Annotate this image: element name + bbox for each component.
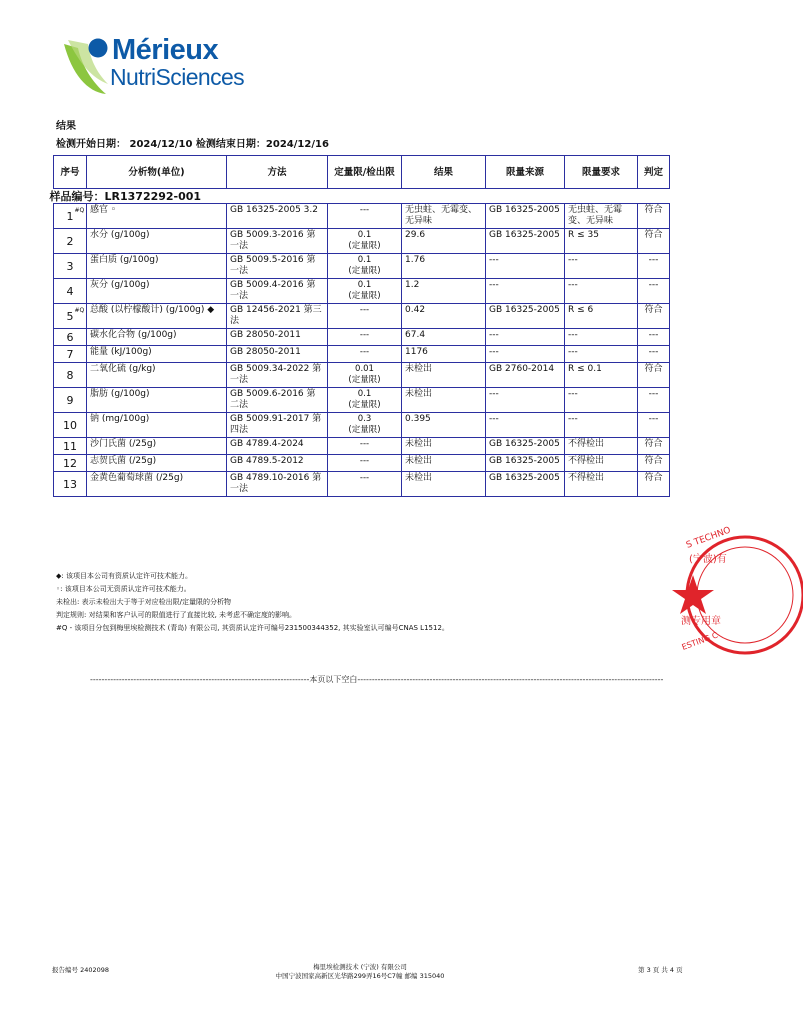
limit-value: 0.3	[357, 414, 372, 424]
row-number-value: 1	[66, 209, 74, 223]
result-cell: 未检出	[402, 438, 486, 455]
limit-cell	[328, 472, 402, 497]
row-number	[54, 438, 87, 455]
analyte-cell: 灰分 (g/100g)	[87, 279, 227, 304]
verdict-cell: 符合	[638, 363, 670, 388]
limit-cell	[328, 304, 402, 329]
limit-requirement-cell: R ≤ 6	[565, 304, 638, 329]
limit-type: (定量限)	[348, 400, 381, 410]
verdict-cell: 符合	[638, 204, 670, 229]
row-number	[54, 388, 87, 413]
limit-requirement-cell: 不得检出	[565, 455, 638, 472]
table-row	[54, 229, 670, 254]
analyte-cell: 蛋白质 (g/100g)	[87, 254, 227, 279]
result-cell: 未检出	[402, 388, 486, 413]
method-cell: GB 5009.4-2016 第一法	[227, 279, 328, 304]
blank-notice: ----------------------------------------------------------------------------本页以下空白----------------------------------------------------------------------------------------------------------	[90, 675, 664, 684]
note-line: #Q - 该项目分包到梅里埃检测技术 (青岛) 有限公司, 其资质认定许可编号231500344352, 其实验室认可编号CNAS L1512。	[56, 624, 449, 632]
limit-value: ---	[359, 305, 370, 315]
svg-text:测专用章: 测专用章	[681, 616, 721, 627]
row-number	[54, 472, 87, 497]
row-number	[54, 204, 87, 229]
table-row	[54, 455, 670, 472]
limit-requirement-cell: ---	[565, 279, 638, 304]
limit-type: (定量限)	[348, 241, 381, 251]
method-cell: GB 4789.4-2024	[227, 438, 328, 455]
note-line: ◦: 该项目本公司无资质认定许可技术能力。	[56, 585, 191, 593]
limit-source-cell: ---	[486, 279, 565, 304]
analyte-cell: 总酸 (以柠檬酸计) (g/100g) ◆	[87, 304, 227, 329]
method-cell: GB 4789.10-2016 第一法	[227, 472, 328, 497]
column-header: 判定	[638, 156, 670, 189]
notes	[56, 570, 449, 635]
row-number-value: 5	[66, 309, 74, 323]
limit-requirement-cell: ---	[565, 329, 638, 346]
limit-source-cell: GB 16325-2005	[486, 455, 565, 472]
result-cell: 1.76	[402, 254, 486, 279]
row-number-value: 13	[63, 477, 77, 491]
method-cell: GB 28050-2011	[227, 346, 328, 363]
note-line: 判定规则: 对结果和客户认可的限值进行了直接比较, 未考虑不确定度的影响。	[56, 611, 297, 619]
table-row	[54, 438, 670, 455]
section-title: 结果	[56, 121, 76, 132]
method-cell: GB 5009.6-2016 第二法	[227, 388, 328, 413]
row-number-value: 11	[63, 439, 77, 453]
limit-type: (定量限)	[348, 291, 381, 301]
company-logo	[62, 34, 252, 96]
method-cell: GB 5009.34-2022 第一法	[227, 363, 328, 388]
table-row	[54, 254, 670, 279]
table-row	[54, 304, 670, 329]
row-number-value: 3	[66, 259, 74, 273]
method-cell: GB 5009.3-2016 第一法	[227, 229, 328, 254]
limit-source-cell: GB 2760-2014	[486, 363, 565, 388]
svg-text:(宁波)有: (宁波)有	[689, 554, 727, 565]
limit-cell	[328, 455, 402, 472]
limit-cell	[328, 363, 402, 388]
column-header: 定量限/检出限	[328, 156, 402, 189]
svg-text:ESTING C: ESTING C	[680, 630, 720, 652]
result-cell: 未检出	[402, 363, 486, 388]
subcontract-mark: #Q	[74, 207, 85, 214]
analyte-cell: 沙门氏菌 (/25g)	[87, 438, 227, 455]
limit-source-cell: GB 16325-2005	[486, 472, 565, 497]
limit-value: 0.1	[357, 280, 372, 290]
limit-cell	[328, 346, 402, 363]
row-number-value: 10	[63, 418, 77, 432]
footer-company	[0, 963, 720, 981]
result-cell: 1.2	[402, 279, 486, 304]
column-header: 方法	[227, 156, 328, 189]
limit-cell	[328, 388, 402, 413]
limit-type: (定量限)	[348, 266, 381, 276]
logo-text-nutrisciences: NutriSciences	[110, 64, 245, 90]
row-number-value: 6	[66, 330, 74, 344]
verdict-cell: ---	[638, 279, 670, 304]
limit-value: ---	[359, 330, 370, 340]
row-number-value: 8	[66, 368, 74, 382]
table-row	[54, 279, 670, 304]
row-number-value: 7	[66, 347, 74, 361]
analyte-cell: 能量 (kJ/100g)	[87, 346, 227, 363]
limit-value: ---	[359, 456, 370, 466]
verdict-cell: ---	[638, 413, 670, 438]
note-line: 未检出: 表示未检出大于等于对应检出限/定量限的分析物	[56, 598, 231, 606]
verdict-cell: 符合	[638, 229, 670, 254]
row-number	[54, 229, 87, 254]
blank-notice-text: 本页以下空白	[309, 675, 358, 684]
limit-value: 0.1	[357, 255, 372, 265]
note-line: ◆: 该项目本公司有资质认定许可技术能力。	[56, 572, 192, 580]
company-address: 中国宁波国家高新区光华路299弄16号C7幢 邮编 315040	[275, 972, 445, 980]
analyte-cell: 水分 (g/100g)	[87, 229, 227, 254]
method-cell: GB 28050-2011	[227, 329, 328, 346]
verdict-cell: ---	[638, 254, 670, 279]
analyte-cell: 二氧化硫 (g/kg)	[87, 363, 227, 388]
method-cell: GB 5009.5-2016 第一法	[227, 254, 328, 279]
analyte-cell: 脂肪 (g/100g)	[87, 388, 227, 413]
limit-source-cell: ---	[486, 329, 565, 346]
verdict-cell: 符合	[638, 304, 670, 329]
official-seal	[680, 520, 733, 670]
limit-source-cell: ---	[486, 413, 565, 438]
verdict-cell: ---	[638, 346, 670, 363]
limit-source-cell: GB 16325-2005	[486, 438, 565, 455]
limit-value: 0.01	[355, 364, 374, 374]
result-cell: 无虫蛀、无霉变、无异味	[402, 204, 486, 229]
verdict-cell: 符合	[638, 455, 670, 472]
row-number	[54, 363, 87, 388]
limit-cell	[328, 229, 402, 254]
limit-source-cell: GB 16325-2005	[486, 229, 565, 254]
method-cell: GB 12456-2021 第三法	[227, 304, 328, 329]
limit-cell	[328, 254, 402, 279]
row-number	[54, 329, 87, 346]
analyte-cell: 感官 ◦	[87, 204, 227, 229]
subcontract-mark: #Q	[74, 307, 85, 314]
company-name: 梅里埃检测技术 (宁波) 有限公司	[313, 963, 407, 971]
sample-id: 样品编号：LR1372292-001	[49, 190, 202, 203]
limit-source-cell: GB 16325-2005	[486, 304, 565, 329]
row-number-value: 9	[66, 393, 74, 407]
row-number	[54, 413, 87, 438]
result-cell: 0.395	[402, 413, 486, 438]
limit-source-cell: ---	[486, 388, 565, 413]
limit-requirement-cell: ---	[565, 346, 638, 363]
limit-requirement-cell: R ≤ 35	[565, 229, 638, 254]
analyte-cell: 金黄色葡萄球菌 (/25g)	[87, 472, 227, 497]
row-number	[54, 279, 87, 304]
column-header: 结果	[402, 156, 486, 189]
limit-cell	[328, 438, 402, 455]
table-header-row	[54, 156, 670, 189]
column-header: 限量来源	[486, 156, 565, 189]
analyte-cell: 钠 (mg/100g)	[87, 413, 227, 438]
limit-cell	[328, 204, 402, 229]
row-number	[54, 455, 87, 472]
limit-requirement-cell: ---	[565, 413, 638, 438]
result-cell: 未检出	[402, 472, 486, 497]
verdict-cell: ---	[638, 329, 670, 346]
limit-type: (定量限)	[348, 375, 381, 385]
analyte-cell: 志贺氏菌 (/25g)	[87, 455, 227, 472]
method-cell: GB 16325-2005 3.2	[227, 204, 328, 229]
limit-requirement-cell: R ≤ 0.1	[565, 363, 638, 388]
limit-value: 0.1	[357, 389, 372, 399]
row-number	[54, 304, 87, 329]
table-row	[54, 346, 670, 363]
verdict-cell: 符合	[638, 438, 670, 455]
limit-source-cell: ---	[486, 254, 565, 279]
analyte-cell: 碳水化合物 (g/100g)	[87, 329, 227, 346]
page-number: 第 3 页 共 4 页	[638, 966, 683, 974]
results-table	[49, 155, 670, 497]
row-number	[54, 254, 87, 279]
row-number-value: 12	[63, 456, 77, 470]
table-row	[54, 363, 670, 388]
verdict-cell: 符合	[638, 472, 670, 497]
limit-cell	[328, 413, 402, 438]
result-cell: 67.4	[402, 329, 486, 346]
column-header: 限量要求	[565, 156, 638, 189]
table-row	[54, 204, 670, 229]
method-cell: GB 4789.5-2012	[227, 455, 328, 472]
column-header: 序号	[54, 156, 87, 189]
limit-requirement-cell: 不得检出	[565, 472, 638, 497]
logo-text-merieux: Mérieux	[112, 34, 219, 66]
limit-type: (定量限)	[348, 425, 381, 435]
result-cell: 未检出	[402, 455, 486, 472]
table-row	[54, 413, 670, 438]
test-dates: 检测开始日期： 2024/12/10 检测结束日期：2024/12/16	[56, 139, 329, 150]
result-cell: 1176	[402, 346, 486, 363]
report-number: 报告编号 2402098	[52, 966, 110, 974]
table-row	[54, 388, 670, 413]
limit-requirement-cell: ---	[565, 388, 638, 413]
result-cell: 0.42	[402, 304, 486, 329]
sample-id-row	[54, 189, 670, 204]
verdict-cell: ---	[638, 388, 670, 413]
table-row	[54, 329, 670, 346]
limit-value: 0.1	[357, 230, 372, 240]
limit-cell	[328, 329, 402, 346]
limit-cell	[328, 279, 402, 304]
limit-requirement-cell: ---	[565, 254, 638, 279]
row-number-value: 4	[66, 284, 74, 298]
column-header: 分析物(单位)	[87, 156, 227, 189]
limit-value: ---	[359, 347, 370, 357]
limit-requirement-cell: 不得检出	[565, 438, 638, 455]
svg-text:S TECHNO: S TECHNO	[684, 525, 733, 551]
table-row	[54, 472, 670, 497]
limit-requirement-cell: 无虫蛀、无霉变、无异味	[565, 204, 638, 229]
method-cell: GB 5009.91-2017 第四法	[227, 413, 328, 438]
limit-source-cell: GB 16325-2005	[486, 204, 565, 229]
limit-value: ---	[359, 473, 370, 483]
limit-value: ---	[359, 205, 370, 215]
result-cell: 29.6	[402, 229, 486, 254]
limit-value: ---	[359, 439, 370, 449]
row-number-value: 2	[66, 234, 74, 248]
row-number	[54, 346, 87, 363]
limit-source-cell: ---	[486, 346, 565, 363]
